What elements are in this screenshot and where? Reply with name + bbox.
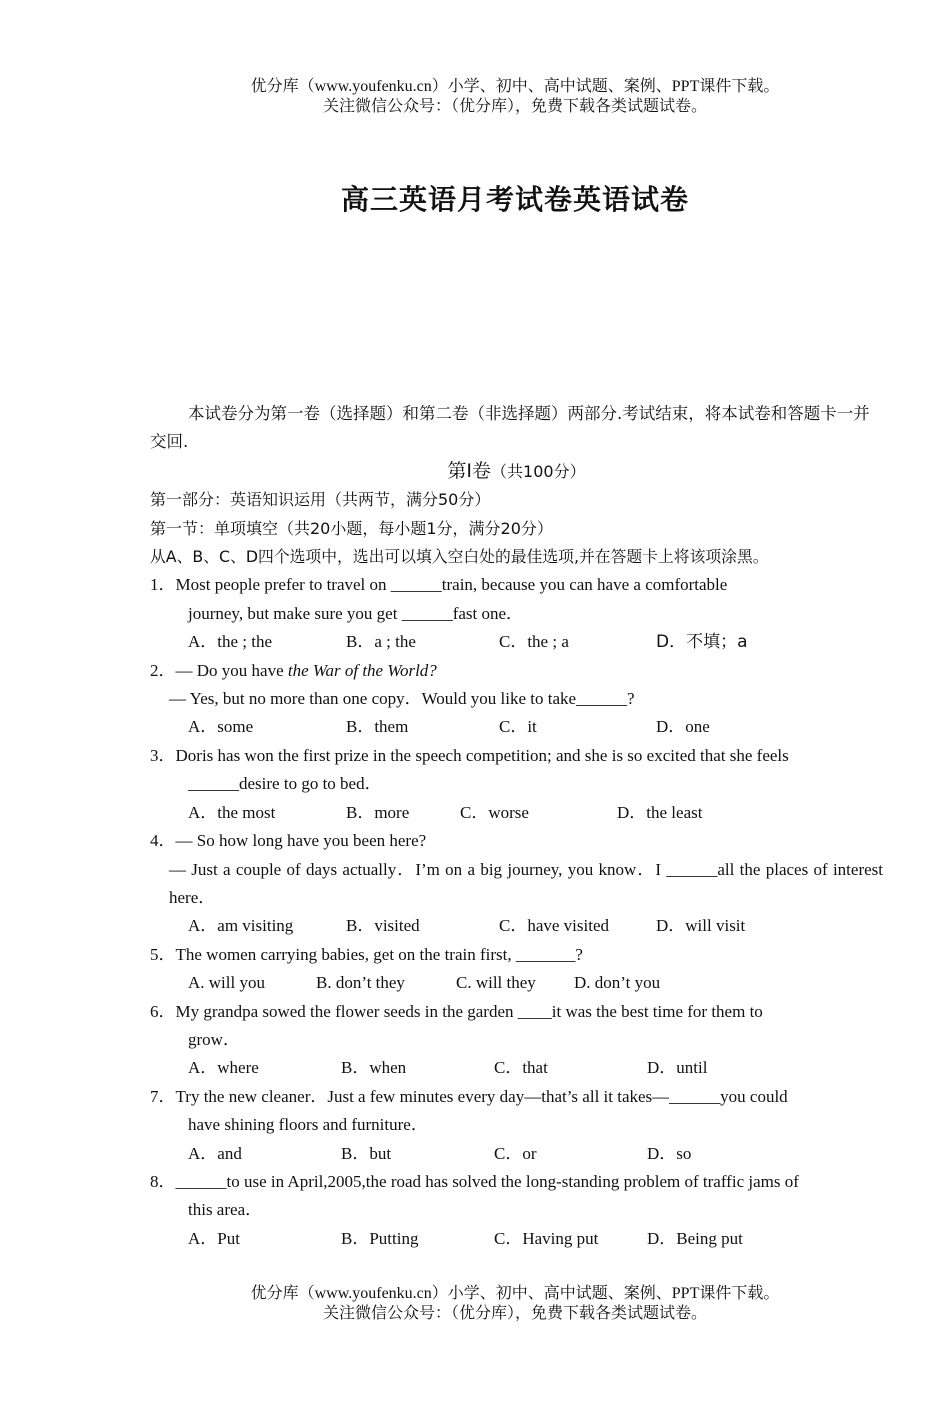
option-c: C．worse (460, 802, 529, 822)
question-stem: My grandpa sowed the flower seeds in the garden ____it was the best time for them to (175, 1001, 763, 1021)
instruction: 从A、B、C、D四个选项中，选出可以填入空白处的最佳选项,并在答题卡上将该项涂黑。 (150, 547, 769, 567)
question-number: 6． (150, 1001, 176, 1021)
option-d: D．the least (617, 802, 703, 822)
options-row (150, 1054, 883, 1082)
option-d: D．will visit (656, 916, 746, 936)
question-stem: — So how long have you been here? (175, 831, 427, 851)
option-c: C．Having put (494, 1228, 599, 1248)
question-stem: Doris has won the first prize in the speech competition; and she is so excited that she feels (175, 745, 789, 765)
option-b: B．visited (346, 916, 420, 936)
question-number: 8． (150, 1171, 176, 1191)
question-stem-cont: — Just a couple of days actually．I’m on a big journey, you know．I ______all the places of interest here． (169, 859, 883, 907)
section-heading: 第一节：单项填空（共20小题，每小题1分，满分20分） (150, 518, 553, 538)
option-d: D．不填；a (656, 632, 748, 653)
part-heading: 第一部分：英语知识运用（共两节，满分50分） (150, 490, 491, 510)
option-a: A．Put (188, 1228, 240, 1248)
question-4 (150, 827, 883, 941)
options-row (150, 713, 883, 741)
option-a: A．and (188, 1143, 242, 1163)
option-d: D．until (647, 1058, 708, 1078)
question-3 (150, 742, 883, 827)
question-stem: Most people prefer to travel on ______train, because you can have a comfortable (175, 575, 728, 595)
question-stem-cont: ______desire to go to bed． (188, 774, 382, 794)
options-row (150, 1140, 883, 1168)
footer-line-1: 优分库（www.youfenku.cn）小学、初中、高中试题、案例、PPT课件下载。 (250, 1285, 780, 1302)
question-stem-cont: — Yes, but no more than one copy．Would you like to take______? (169, 689, 635, 709)
question-number: 4． (150, 831, 176, 851)
page-title: 高三英语月考试卷英语试卷 (340, 183, 689, 216)
option-b: B．Putting (341, 1228, 419, 1248)
option-d: D．one (656, 717, 710, 737)
question-stem: The women carrying babies, get on the train first, _______? (175, 944, 583, 964)
page-footer (0, 1284, 950, 1324)
question-1 (150, 571, 883, 656)
options-row (150, 799, 883, 827)
options-row (150, 628, 883, 656)
option-a: A．where (188, 1058, 259, 1078)
page-header (0, 77, 950, 117)
option-a: A．am visiting (188, 916, 294, 936)
option-b: B．a ; the (346, 632, 416, 652)
question-number: 5． (150, 944, 176, 964)
book-title: the War of the World? (287, 660, 437, 680)
option-d: D. don’t you (574, 973, 661, 993)
question-number: 7． (150, 1086, 176, 1106)
option-d: D．Being put (647, 1228, 743, 1248)
volume-heading (150, 457, 883, 486)
option-c: C．it (499, 717, 537, 737)
option-b: B. don’t they (316, 973, 405, 993)
option-c: C. will they (456, 973, 536, 993)
option-b: B．them (346, 717, 409, 737)
header-line-1: 优分库（www.youfenku.cn）小学、初中、高中试题、案例、PPT课件下载。 (250, 78, 780, 95)
option-b: B．more (346, 802, 410, 822)
option-c: C．or (494, 1143, 537, 1163)
question-5 (150, 941, 883, 998)
question-number: 2． (150, 660, 176, 680)
question-stem-cont: this area． (188, 1200, 263, 1220)
options-row (150, 1225, 883, 1253)
header-line-2: 关注微信公众号：（优分库），免费下载各类试题试卷。 (322, 98, 707, 115)
question-8 (150, 1168, 883, 1253)
question-stem: ______to use in April,2005,the road has solved the long-standing problem of traffic jams of (175, 1171, 799, 1191)
exam-content (150, 400, 883, 1253)
option-a: A．some (188, 717, 254, 737)
option-c: C．have visited (499, 916, 610, 936)
intro-paragraph: 本试卷分为第一卷（选择题）和第二卷（非选择题）两部分.考试结束，将本试卷和答题卡一并交回. (150, 404, 870, 452)
option-a: A．the ; the (188, 632, 273, 652)
option-a: A. will you (188, 973, 265, 993)
question-number: 1． (150, 575, 176, 595)
question-stem: — Do you have (175, 660, 288, 680)
question-2 (150, 657, 883, 742)
option-b: B．when (341, 1058, 407, 1078)
option-c: C．the ; a (499, 632, 569, 652)
options-row (150, 969, 883, 997)
question-stem-cont: journey, but make sure you get ______fast one． (188, 603, 524, 623)
question-7 (150, 1083, 883, 1168)
option-b: B．but (341, 1143, 392, 1163)
option-d: D．so (647, 1143, 692, 1163)
volume-score: （共100分） (491, 461, 586, 481)
volume-label: 第Ⅰ卷 (447, 459, 492, 482)
question-stem-cont: have shining floors and furniture． (188, 1115, 428, 1135)
question-number: 3． (150, 745, 176, 765)
question-stem-cont: grow． (188, 1029, 240, 1049)
question-6 (150, 998, 883, 1083)
options-row (150, 912, 883, 940)
option-a: A．the most (188, 802, 276, 822)
question-stem: Try the new cleaner．Just a few minutes every day—that’s all it takes—______you could (175, 1086, 788, 1106)
option-c: C．that (494, 1058, 548, 1078)
footer-line-2: 关注微信公众号：（优分库），免费下载各类试题试卷。 (322, 1305, 707, 1322)
